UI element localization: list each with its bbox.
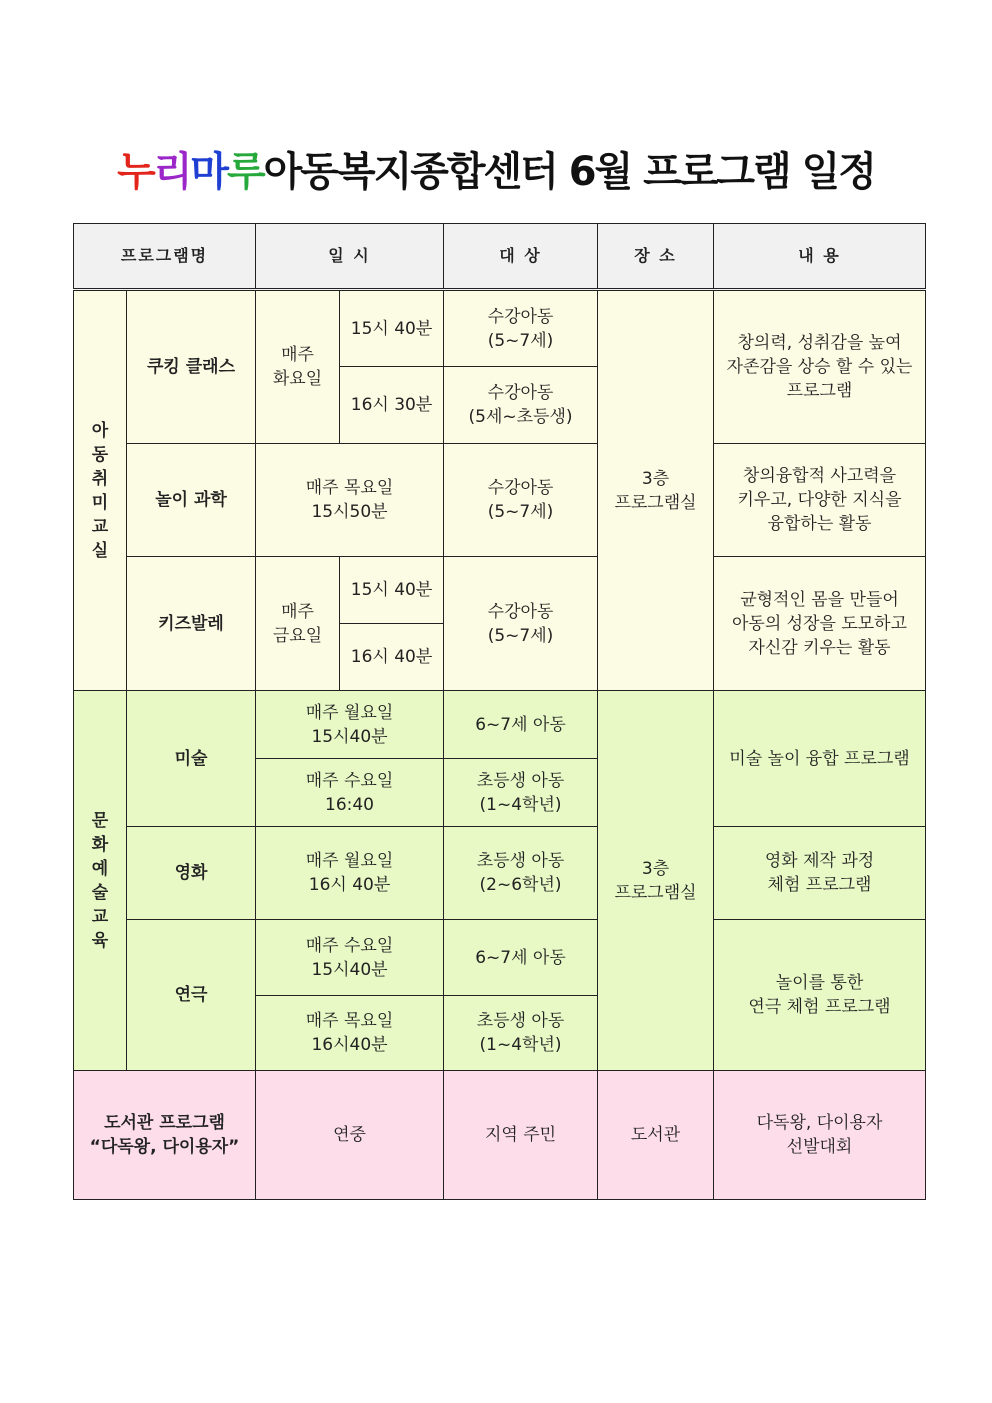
program-name: 미술: [127, 691, 256, 827]
program-place: 3층 프로그램실: [598, 290, 714, 691]
table-row: [74, 691, 926, 759]
header-place: 장 소: [598, 224, 714, 290]
program-time: 15시 40분: [340, 557, 444, 624]
title-text: 아동복지종합센터 6월 프로그램 일정: [263, 149, 875, 195]
program-target: 수강아동 (5~7세): [444, 557, 598, 691]
program-target: 초등생 아동 (1~4학년): [444, 759, 598, 827]
program-target: 6~7세 아동: [444, 691, 598, 759]
program-content: 다독왕, 다이용자 선발대회: [714, 1071, 926, 1200]
program-target: 수강아동 (5~7세): [444, 290, 598, 367]
table-row: [74, 827, 926, 920]
table-row: [74, 920, 926, 996]
program-place: 3층 프로그램실: [598, 691, 714, 1071]
program-datetime: 매주 수요일 15시40분: [256, 920, 444, 996]
program-time: 16시 30분: [340, 367, 444, 444]
program-datetime: 연중: [256, 1071, 444, 1200]
header-target: 대 상: [444, 224, 598, 290]
header-row: [74, 224, 926, 290]
program-content: 영화 제작 과정 체험 프로그램: [714, 827, 926, 920]
table-row: [74, 557, 926, 624]
program-content: 미술 놀이 융합 프로그램: [714, 691, 926, 827]
program-datetime: 매주 목요일 15시50분: [256, 444, 444, 557]
program-name: 연극: [127, 920, 256, 1071]
table-row: [74, 290, 926, 367]
program-name: 도서관 프로그램 “다독왕, 다이용자”: [74, 1071, 256, 1200]
program-place: 도서관: [598, 1071, 714, 1200]
title-brand-char: 누: [117, 149, 154, 195]
program-name: 영화: [127, 827, 256, 920]
category-label: 아 동 취 미 교 실: [74, 290, 127, 691]
program-target: 수강아동 (5세~초등생): [444, 367, 598, 444]
program-target: 초등생 아동 (1~4학년): [444, 996, 598, 1071]
title-brand-char: 리: [153, 149, 191, 195]
header-program: 프로그램명: [74, 224, 256, 290]
title-brand-char: 루: [227, 149, 264, 195]
program-content: 균형적인 몸을 만들어 아동의 성장을 도모하고 자신감 키우는 활동: [714, 557, 926, 691]
program-content: 창의력, 성취감을 높여 자존감을 상승 할 수 있는 프로그램: [714, 290, 926, 444]
header-content: 내 용: [714, 224, 926, 290]
category-label: 문 화 예 술 교 육: [74, 691, 127, 1071]
program-target: 초등생 아동 (2~6학년): [444, 827, 598, 920]
program-name: 놀이 과학: [127, 444, 256, 557]
program-content: 창의융합적 사고력을 키우고, 다양한 지식을 융합하는 활동: [714, 444, 926, 557]
program-target: 수강아동 (5~7세): [444, 444, 598, 557]
program-name: 키즈발레: [127, 557, 256, 691]
program-day: 매주 금요일: [256, 557, 340, 691]
program-target: 지역 주민: [444, 1071, 598, 1200]
program-content: 놀이를 통한 연극 체험 프로그램: [714, 920, 926, 1071]
header-datetime: 일 시: [256, 224, 444, 290]
program-time: 16시 40분: [340, 624, 444, 691]
page-title: [0, 140, 992, 197]
program-datetime: 매주 월요일 15시40분: [256, 691, 444, 759]
table-row: [74, 1071, 926, 1200]
title-brand-char: 마: [190, 149, 228, 195]
program-datetime: 매주 수요일 16:40: [256, 759, 444, 827]
table-row: [74, 444, 926, 557]
program-datetime: 매주 목요일 16시40분: [256, 996, 444, 1071]
program-time: 15시 40분: [340, 290, 444, 367]
program-day: 매주 화요일: [256, 290, 340, 444]
program-target: 6~7세 아동: [444, 920, 598, 996]
program-name: 쿠킹 클래스: [127, 290, 256, 444]
program-datetime: 매주 월요일 16시 40분: [256, 827, 444, 920]
schedule-table: [73, 223, 926, 1200]
